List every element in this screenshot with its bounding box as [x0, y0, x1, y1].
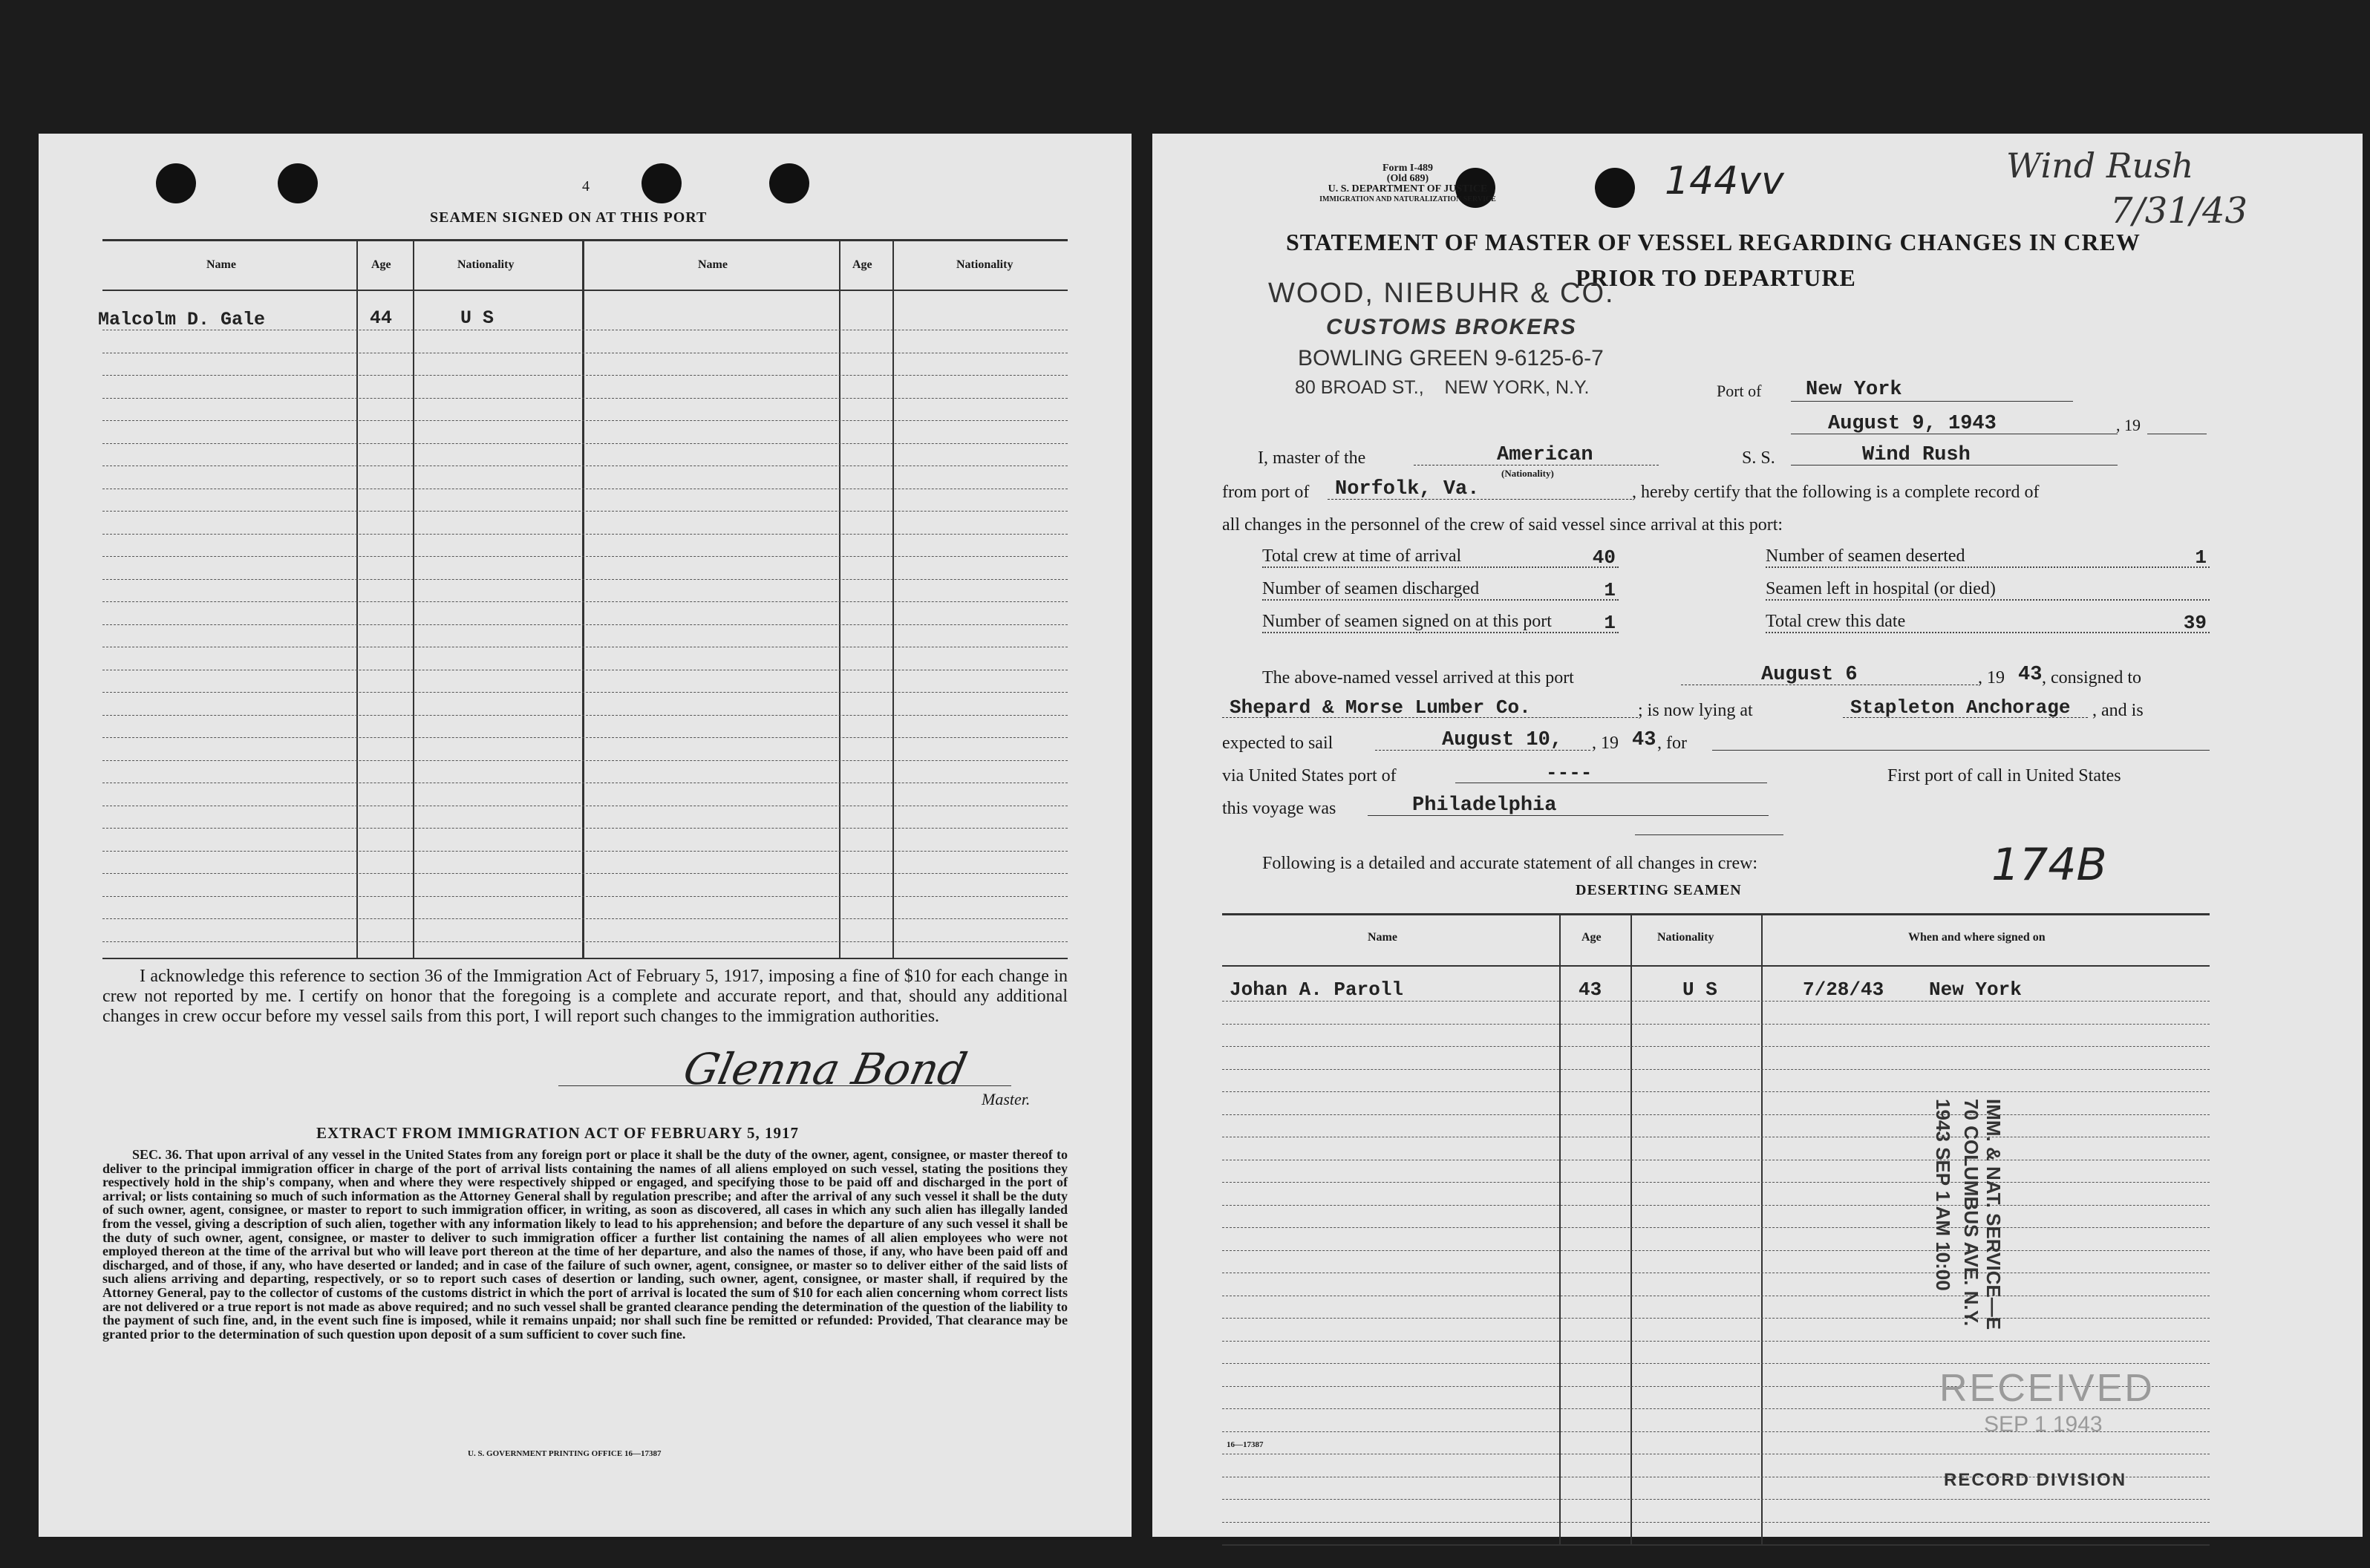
- handwritten-number: 144vv: [1665, 159, 1784, 203]
- row-rule: [102, 941, 1068, 942]
- row-rule: [102, 873, 1068, 874]
- master-label: Master.: [982, 1090, 1031, 1108]
- row-rule: [102, 624, 1068, 625]
- row-rule: [1222, 1205, 2210, 1206]
- section-title: SEAMEN SIGNED ON AT THIS PORT: [430, 209, 708, 226]
- lying-line: [1843, 717, 2088, 718]
- row-rule: [102, 420, 1068, 421]
- certify-text: , hereby certify that the following is a complete record of: [1632, 483, 2040, 502]
- stat-label: Number of seamen discharged: [1262, 579, 1480, 598]
- extract-text: SEC. 36. That upon arrival of any vessel in the United States from any foreign port or place it shall be the duty of the owner, agent, consignee, or master thereof to deliver to the principal immigration officer in charge of the port of arrival lists containing the names of all aliens employed on such vessel, stating the positions they respectively hold in the ship's company, when and where they were respectively shipped or engaged, and specifying those to be paid off and discharged in the port of arrival; or lists containing so much of such information as the Attorney General shall by regulation prescribe; and after the arrival of any such vessel it shall be the duty of such owner, agent, consignee, or master to report to such immigration officer, in writing, as soon as discovered, all cases in which any such alien has illegally landed from the vessel, giving a description of such alien, together with any information likely to lead to his apprehension; and before the departure of any such vessel it shall be the duty of such owner, agent, consignee, or master to deliver to such immigration officer a further list containing the names of all alien employees who were not employed thereon at the time of the arrival but who will leave port thereon at the time of her departure, and also the names of those, if any, who have been paid off and discharged, and of those, if any, who have deserted or landed; and in case of the failure of such owner, agent, consignee, or master so to deliver either of the said lists of such aliens arriving and departing, respectively, or so to report such cases of desertion or landing, such owner, agent, consignee, or master shall, if required by the Attorney General, pay to the collector of customs of the customs district in which the port of arrival is located the sum of $10 for each alien concerning whom correct lists are not delivered or a true report is not made as above required; and no such vessel shall be granted clearance pending the determination of the question of the liability to the payment of such fine, and, in the event such fine is imposed, while it remains unpaid; nor shall such fine be remitted or refunded: Provided, That clearance may be granted prior to the determination of such question upon deposit of a sum sufficient to cover such fine.: [102, 1147, 1068, 1342]
- stat-signed-on: [1262, 612, 1619, 633]
- punch-hole: [1595, 168, 1635, 208]
- and-is: , and is: [2092, 701, 2144, 720]
- row-rule: [1222, 1001, 2210, 1002]
- first-port-label: First port of call in United States: [1887, 766, 2121, 785]
- stat-label: Total crew at time of arrival: [1262, 546, 1462, 566]
- row-rule: [1222, 1250, 2210, 1251]
- year-suffix: , 19: [2116, 416, 2141, 434]
- row-rule: [1222, 1522, 2210, 1523]
- for-label: , for: [1657, 734, 1687, 753]
- form-code: 16—17387: [1227, 1440, 1264, 1449]
- arrived-label: The above-named vessel arrived at this port: [1262, 668, 1574, 687]
- row-rule: [1222, 1024, 2210, 1025]
- form-header: [1311, 163, 1504, 205]
- row-rule: [1222, 1227, 2210, 1228]
- stat-hospital: [1766, 579, 2210, 601]
- stat-value: 1: [1604, 579, 1616, 601]
- sail-year: 43: [1632, 729, 1656, 751]
- ship-line: [1791, 465, 2118, 466]
- col-name: Name: [206, 258, 236, 271]
- short-rule: [1635, 834, 1783, 835]
- col-age: Age: [852, 258, 872, 271]
- port-line: [1791, 401, 2073, 402]
- row-rule: [1222, 1341, 2210, 1342]
- via-label: via United States port of: [1222, 766, 1397, 785]
- col-name: Name: [698, 258, 728, 271]
- stat-label: Number of seamen deserted: [1766, 546, 1965, 566]
- stat-deserted: [1766, 546, 2210, 568]
- punch-hole: [769, 163, 809, 203]
- broker-address: 80 BROAD ST., NEW YORK, N.Y.: [1295, 377, 1590, 398]
- broker-subtitle: CUSTOMS BROKERS: [1326, 315, 1577, 339]
- table-header-rule: [102, 290, 1068, 291]
- column-divider: [1559, 913, 1561, 1544]
- col-nationality: Nationality: [1657, 931, 1714, 944]
- row-rule: [1222, 1046, 2210, 1047]
- broker-phone: BOWLING GREEN 9-6125-6-7: [1298, 346, 1604, 370]
- for-line: [1712, 750, 2210, 751]
- form-subtitle: PRIOR TO DEPARTURE: [1576, 264, 1856, 291]
- voyage-line: [1368, 815, 1769, 816]
- from-port-label: from port of: [1222, 483, 1310, 502]
- stamp-address: 70 COLUMBUS AVE. N.Y.: [1960, 1099, 1982, 1327]
- column-divider: [413, 239, 414, 958]
- consignee-line: [1222, 717, 1638, 718]
- punch-hole: [156, 163, 196, 203]
- col-nationality: Nationality: [956, 258, 1013, 271]
- row-rule: [102, 556, 1068, 557]
- table-top-rule: [102, 239, 1068, 241]
- stamp-date: 1943 SEP 1 AM 10:00: [1932, 1099, 1954, 1291]
- punch-hole: [278, 163, 318, 203]
- deserter-name: Johan A. Paroll: [1230, 979, 1404, 1001]
- deserters-header-rule: [1222, 965, 2210, 967]
- date-value: August 9, 1943: [1828, 413, 1997, 435]
- row-rule: [102, 443, 1068, 444]
- col-age: Age: [371, 258, 391, 271]
- row-rule: [102, 715, 1068, 716]
- signature-line: [558, 1085, 1011, 1086]
- via-value: ----: [1546, 762, 1593, 784]
- stat-total-date: [1766, 612, 2210, 633]
- column-divider: [1761, 913, 1763, 1544]
- stat-value: 40: [1592, 546, 1616, 569]
- arrived-value: August 6: [1761, 664, 1858, 686]
- row-rule: [102, 828, 1068, 829]
- col-when-where: When and where signed on: [1908, 931, 2046, 944]
- ss-label: S. S.: [1742, 448, 1775, 468]
- sail-value: August 10,: [1442, 729, 1563, 751]
- row-rule: [102, 601, 1068, 602]
- printing-office: U. S. GOVERNMENT PRINTING OFFICE 16—17387: [468, 1449, 662, 1458]
- lying-value: Stapleton Anchorage: [1850, 696, 2071, 719]
- acknowledgment-text: I acknowledge this reference to section 36 of the Immigration Act of February 5, 1917, imposing a fine of $10 for each change in crew not reported by me. I certify on honor that the foregoing is a complete and accurate report, and that, should any additional changes in crew occur before my vessel sails from this port, I will report such changes to the immigration authorities.: [102, 967, 1068, 1026]
- stat-label: Seamen left in hospital (or died): [1766, 579, 1996, 598]
- left-page: [39, 134, 1132, 1537]
- form-old: (Old 689): [1386, 173, 1429, 184]
- following-label: Following is a detailed and accurate statement of all changes in crew:: [1262, 854, 1758, 873]
- row-rule: [1222, 1318, 2210, 1319]
- handwritten-ship: Wind Rush: [2006, 146, 2194, 186]
- row-rule: [102, 760, 1068, 761]
- row-rule: [102, 918, 1068, 919]
- right-page: [1152, 134, 2363, 1537]
- department: U. S. DEPARTMENT OF JUSTICE: [1328, 183, 1488, 195]
- port-label: Port of: [1717, 382, 1762, 400]
- row-rule: [1222, 1069, 2210, 1070]
- col-name: Name: [1368, 931, 1397, 944]
- from-port-line: [1328, 499, 1632, 500]
- row-rule: [1222, 1182, 2210, 1183]
- seaman-age: 44: [370, 307, 393, 329]
- received-date: SEP 1 1943: [1984, 1412, 2103, 1437]
- row-rule: [102, 398, 1068, 399]
- deserting-title: DESERTING SEAMEN: [1576, 882, 1742, 898]
- row-rule: [102, 375, 1068, 376]
- stat-value: 39: [2183, 612, 2207, 634]
- column-divider: [356, 239, 358, 958]
- changes-text: all changes in the personnel of the crew of said vessel since arrival at this port:: [1222, 515, 1783, 535]
- broker-name: WOOD, NIEBUHR & CO.: [1268, 278, 1615, 309]
- nationality-line: [1414, 465, 1659, 466]
- col-age: Age: [1581, 931, 1602, 944]
- deserter-date: 7/28/43: [1803, 979, 1884, 1001]
- master-signature: Glenna Bond: [679, 1044, 972, 1094]
- service: IMMIGRATION AND NATURALIZATION SERVICE: [1319, 195, 1496, 203]
- sail-year-prefix: , 19: [1592, 734, 1619, 753]
- arrived-year: 43: [2018, 664, 2043, 686]
- form-title: STATEMENT OF MASTER OF VESSEL REGARDING CHANGES IN CREW: [1286, 229, 2141, 255]
- sail-label: expected to sail: [1222, 734, 1333, 753]
- punch-hole: [642, 163, 682, 203]
- lying-label: ; is now lying at: [1638, 701, 1753, 720]
- row-rule: [102, 579, 1068, 580]
- stat-value: 1: [2195, 546, 2207, 569]
- stat-total-arrival: [1262, 546, 1619, 568]
- deserters-bottom-rule: [1222, 1544, 2210, 1546]
- consigned-label: , consigned to: [2042, 668, 2141, 687]
- column-divider: [582, 239, 584, 958]
- deserter-nationality: U S: [1682, 979, 1717, 1001]
- table-bottom-rule: [102, 958, 1068, 959]
- port-value: New York: [1806, 379, 1902, 401]
- stat-discharged: [1262, 579, 1619, 601]
- col-nationality: Nationality: [457, 258, 515, 271]
- handwritten-code: 174B: [1991, 839, 2107, 891]
- nationality-caption: (Nationality): [1501, 468, 1554, 479]
- row-rule: [1222, 1363, 2210, 1364]
- deserter-age: 43: [1579, 979, 1602, 1001]
- stamp-service: IMM. & NAT. SERVICE—E: [1982, 1099, 2005, 1330]
- ship-name: Wind Rush: [1862, 444, 1971, 466]
- deserters-top-rule: [1222, 913, 2210, 915]
- consignee: Shepard & Morse Lumber Co.: [1230, 696, 1531, 719]
- form-number: Form I-489: [1382, 163, 1434, 174]
- received-stamp: RECEIVED: [1939, 1367, 2155, 1410]
- column-divider: [839, 239, 840, 958]
- stat-value: 1: [1604, 612, 1616, 634]
- column-divider: [892, 239, 894, 958]
- voyage-value: Philadelphia: [1412, 794, 1557, 817]
- master-of-label: I, master of the: [1258, 448, 1366, 468]
- extract-title: EXTRACT FROM IMMIGRATION ACT OF FEBRUARY 5, 1917: [316, 1124, 800, 1142]
- column-divider: [1630, 913, 1632, 1544]
- seaman-name: Malcolm D. Gale: [98, 309, 266, 330]
- deserter-place: New York: [1929, 979, 2022, 1001]
- row-rule: [1222, 1091, 2210, 1092]
- seaman-nationality: U S: [460, 307, 494, 329]
- from-port-value: Norfolk, Va.: [1335, 478, 1480, 500]
- row-rule: [102, 511, 1068, 512]
- voyage-label: this voyage was: [1222, 799, 1336, 818]
- row-rule: [102, 534, 1068, 535]
- row-rule: [102, 851, 1068, 852]
- row-rule: [1222, 1499, 2210, 1500]
- sail-line: [1375, 750, 1590, 751]
- stat-label: Number of seamen signed on at this port: [1262, 612, 1552, 631]
- stat-label: Total crew this date: [1766, 612, 1906, 631]
- row-rule: [102, 896, 1068, 897]
- row-rule: [102, 692, 1068, 693]
- nationality-value: American: [1497, 444, 1593, 466]
- arrived-year-prefix: , 19: [1978, 668, 2005, 687]
- page-number: 4: [582, 178, 590, 195]
- handwritten-date: 7/31/43: [2110, 190, 2248, 232]
- row-rule: [102, 737, 1068, 738]
- row-rule: [1222, 1114, 2210, 1115]
- record-division: RECORD DIVISION: [1944, 1470, 2127, 1490]
